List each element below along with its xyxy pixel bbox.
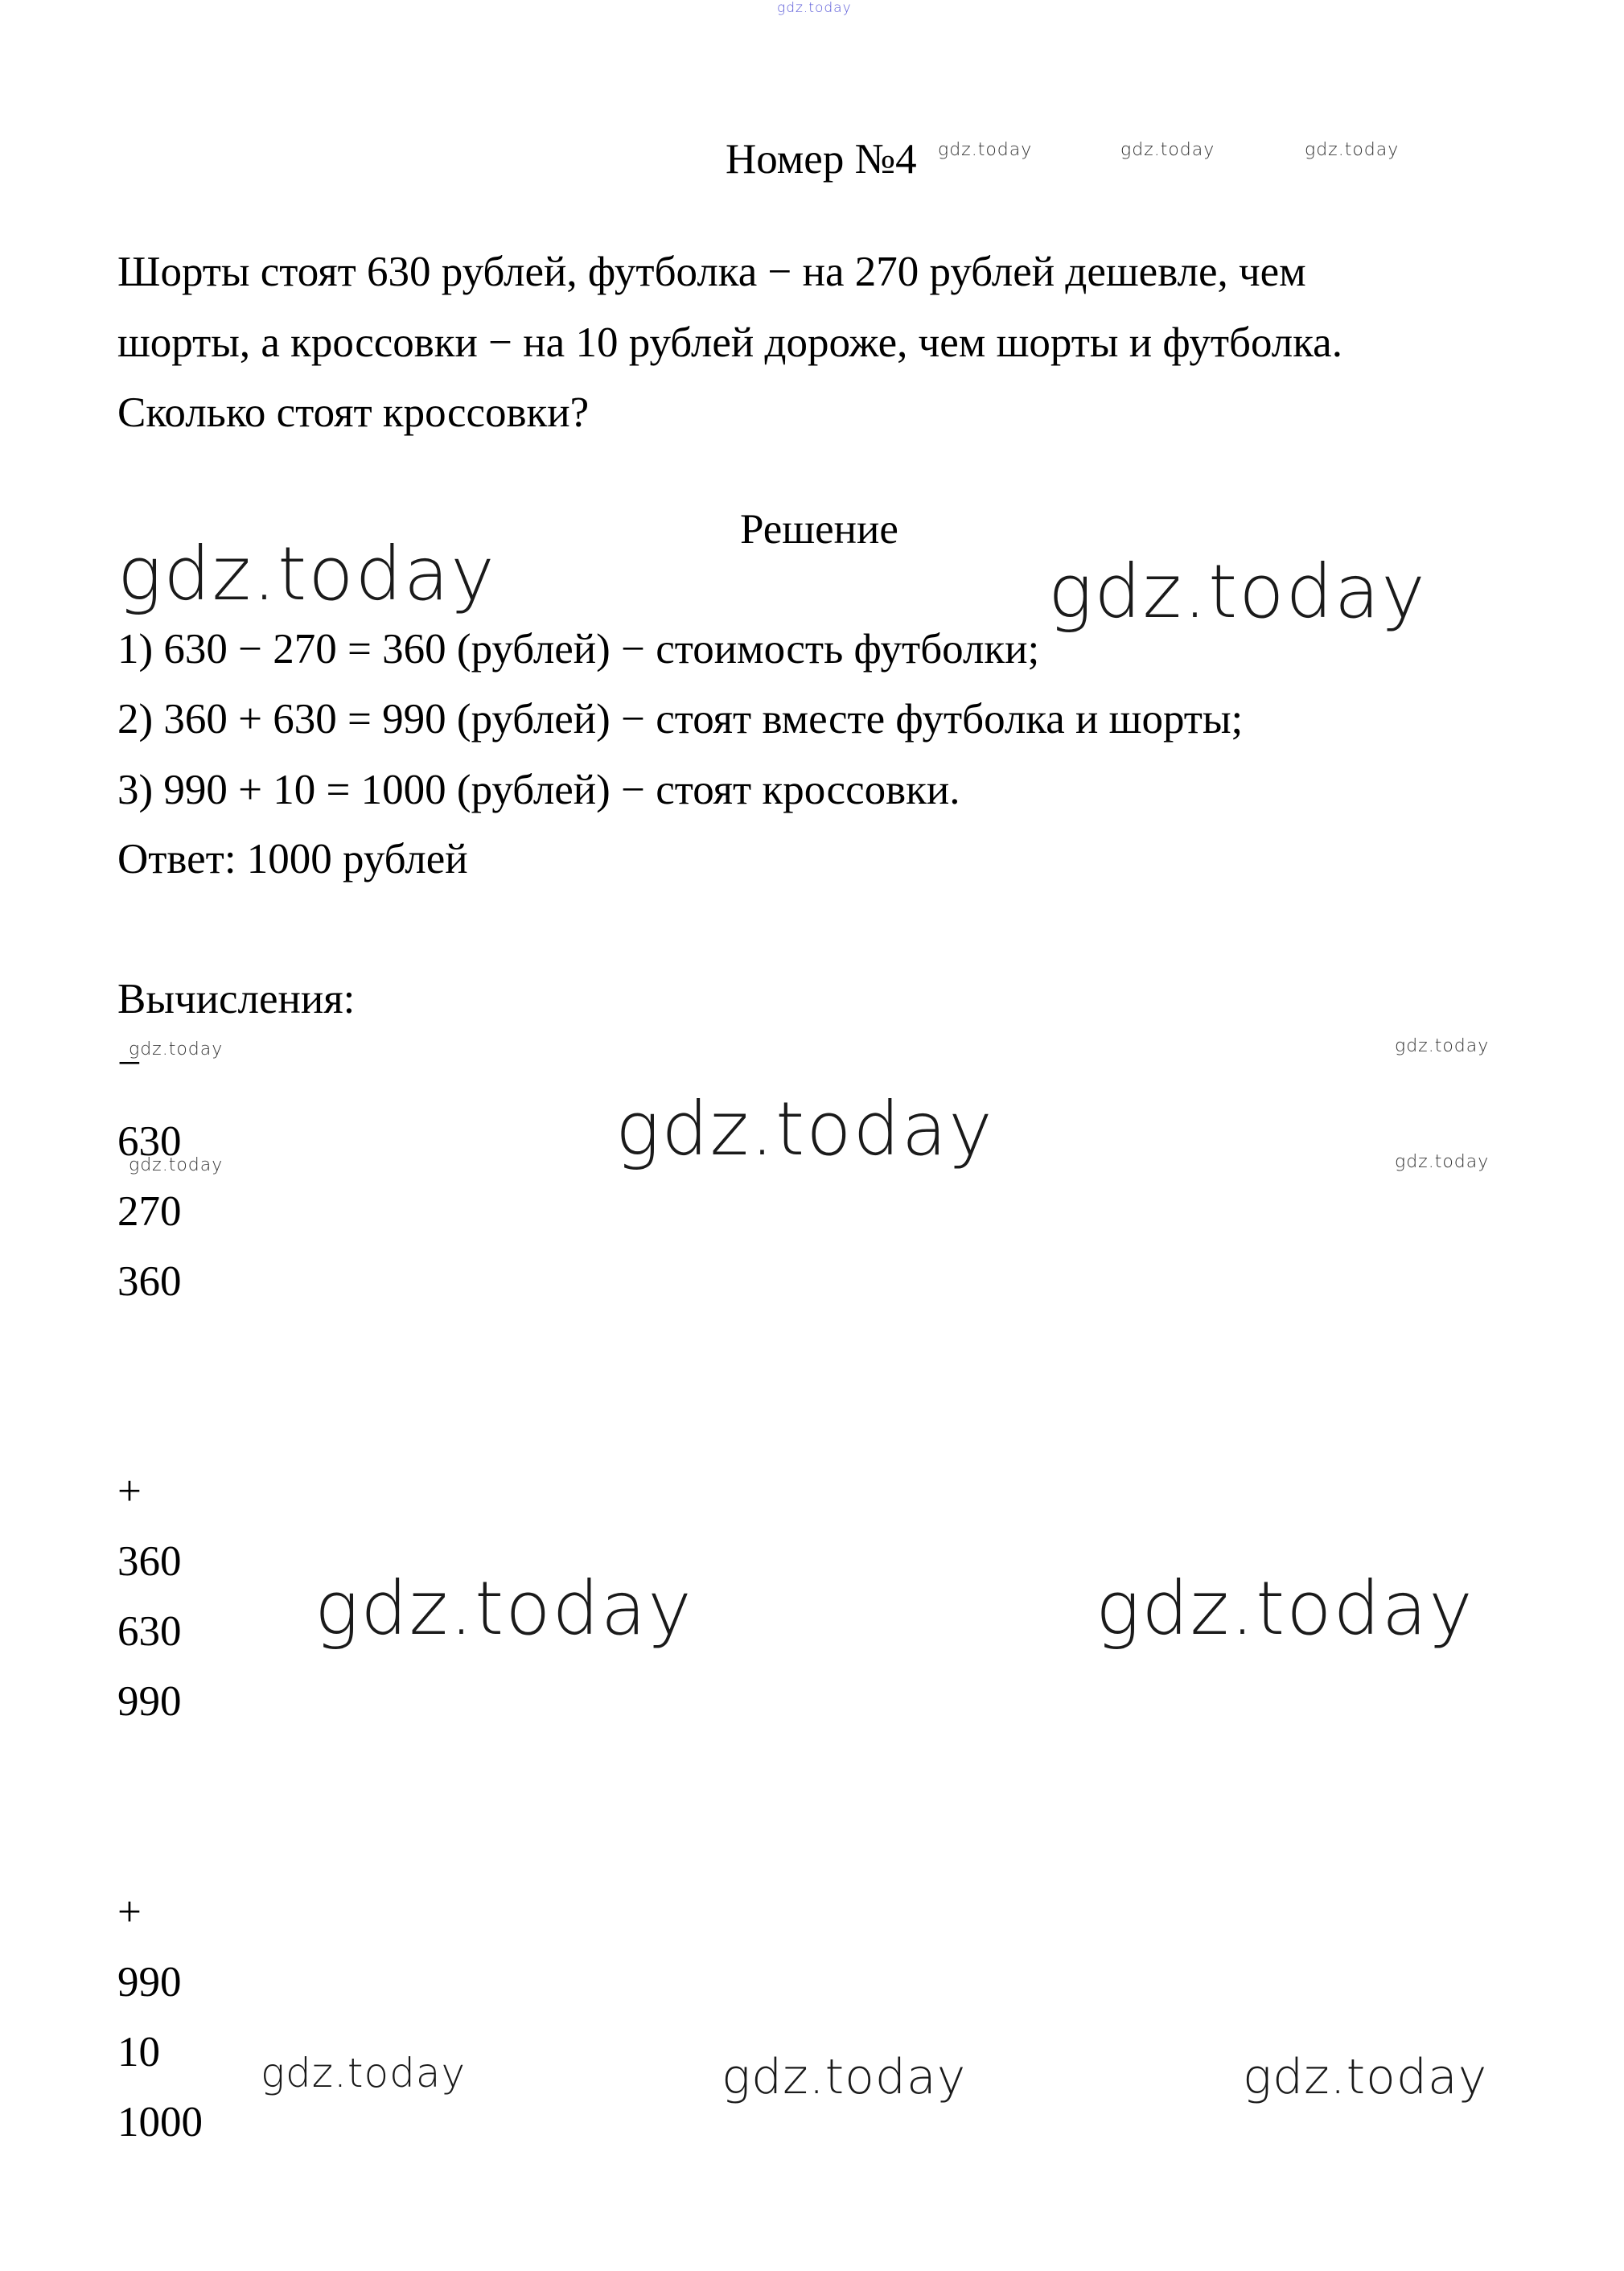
calc-result: 1000 xyxy=(117,2099,203,2146)
watermark-medium: gdz.today xyxy=(261,2050,467,2096)
watermark-medium: gdz.today xyxy=(1243,2049,1488,2105)
watermark-large: gdz.today xyxy=(615,1086,994,1172)
calculations-heading: Вычисления: xyxy=(117,976,356,1022)
watermark-large: gdz.today xyxy=(1048,549,1427,635)
solution-step-1: 1) 630 − 270 = 360 (рублей) − стоимость футболки; xyxy=(117,626,1040,673)
watermark-large: gdz.today xyxy=(315,1565,693,1652)
solution-heading: Решение xyxy=(740,506,898,553)
solution-step-3: 3) 990 + 10 = 1000 (рублей) − стоят кроссовки. xyxy=(117,767,960,813)
problem-line-2: шорты, а кроссовки − на 10 рублей дороже, чем шорты и футболка. xyxy=(117,319,1342,366)
watermark-top: gdz.today xyxy=(777,0,852,16)
calc-operand: 630 xyxy=(117,1608,182,1655)
watermark-large: gdz.today xyxy=(117,531,496,617)
watermark-small: gdz.today xyxy=(129,1039,224,1059)
calc-operator-minus: − xyxy=(117,1040,142,1087)
watermark-large: gdz.today xyxy=(1096,1565,1474,1652)
calc-result: 990 xyxy=(117,1678,182,1725)
page-title: Номер №4 xyxy=(726,136,917,183)
calc-operand: 360 xyxy=(117,1538,182,1585)
solution-step-2: 2) 360 + 630 = 990 (рублей) − стоят вместе футболка и шорты; xyxy=(117,696,1244,743)
problem-line-3: Сколько стоят кроссовки? xyxy=(117,389,590,436)
watermark-small: gdz.today xyxy=(1120,140,1215,160)
calc-operand: 10 xyxy=(117,2029,160,2076)
calc-result: 360 xyxy=(117,1258,182,1305)
watermark-small: gdz.today xyxy=(129,1155,224,1175)
calc-operand: 990 xyxy=(117,1959,182,2006)
watermark-small: gdz.today xyxy=(1395,1036,1490,1056)
calc-operand: 270 xyxy=(117,1188,182,1235)
calc-operator-plus: + xyxy=(117,1889,142,1936)
problem-line-1: Шорты стоят 630 рублей, футболка − на 270 рублей дешевле, чем xyxy=(117,249,1306,295)
answer-line: Ответ: 1000 рублей xyxy=(117,836,468,882)
watermark-small: gdz.today xyxy=(1395,1152,1490,1172)
calc-operand: 630 xyxy=(117,1118,182,1165)
calc-operator-plus: + xyxy=(117,1468,142,1515)
watermark-small: gdz.today xyxy=(938,140,1033,160)
watermark-medium: gdz.today xyxy=(722,2049,967,2105)
watermark-small: gdz.today xyxy=(1305,140,1400,160)
